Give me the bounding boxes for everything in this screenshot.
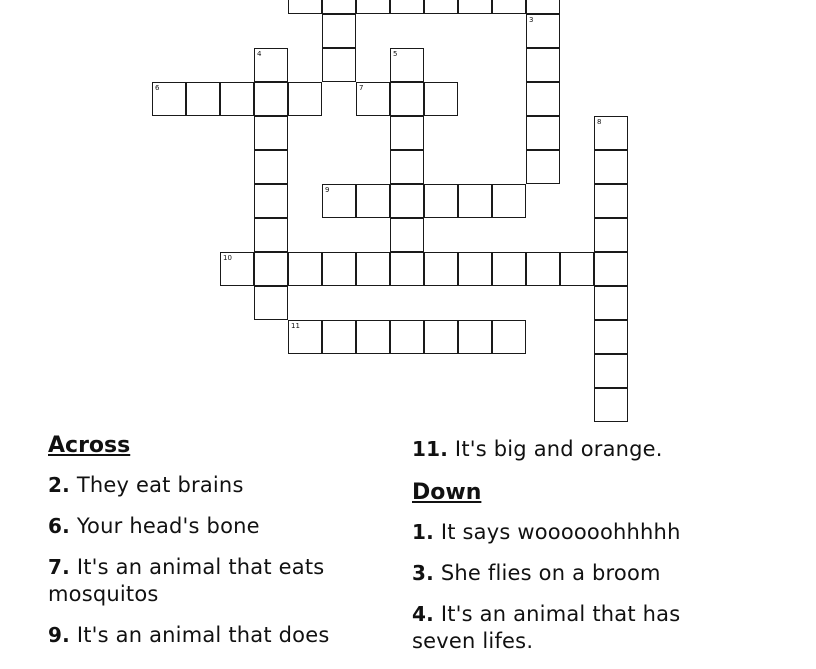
grid-cell[interactable] bbox=[594, 388, 628, 422]
grid-cell[interactable] bbox=[152, 82, 186, 116]
grid-cell[interactable] bbox=[424, 184, 458, 218]
grid-cell[interactable] bbox=[220, 252, 254, 286]
clue-across-7: 7. It's an animal that eats mosquitos bbox=[48, 555, 325, 606]
grid-cell[interactable] bbox=[288, 82, 322, 116]
grid-cell[interactable] bbox=[288, 0, 322, 14]
grid-cell[interactable] bbox=[288, 252, 322, 286]
grid-cell[interactable] bbox=[254, 116, 288, 150]
grid-cell[interactable] bbox=[254, 286, 288, 320]
clue-across-6: 6. Your head's bone bbox=[48, 514, 260, 538]
cell-number: 9 bbox=[325, 186, 330, 194]
across-heading: Across bbox=[48, 433, 131, 458]
grid-cell[interactable] bbox=[424, 82, 458, 116]
cell-number: 11 bbox=[291, 322, 300, 330]
grid-cell[interactable] bbox=[492, 184, 526, 218]
grid-cell[interactable] bbox=[356, 82, 390, 116]
grid-cell[interactable] bbox=[594, 252, 628, 286]
grid-cell[interactable] bbox=[390, 218, 424, 252]
grid-cell[interactable] bbox=[492, 0, 526, 14]
grid-cell[interactable] bbox=[458, 320, 492, 354]
grid-cell[interactable] bbox=[356, 320, 390, 354]
grid-cell[interactable] bbox=[390, 252, 424, 286]
grid-cell[interactable] bbox=[390, 116, 424, 150]
grid-cell[interactable] bbox=[424, 320, 458, 354]
grid-cell[interactable] bbox=[254, 150, 288, 184]
grid-cell[interactable] bbox=[594, 184, 628, 218]
clue-across-11: 11. It's big and orange. bbox=[412, 437, 663, 461]
grid-cell[interactable] bbox=[594, 116, 628, 150]
clues-left-column bbox=[48, 430, 378, 663]
cell-number: 7 bbox=[359, 84, 364, 92]
grid-cell[interactable] bbox=[526, 82, 560, 116]
grid-cell[interactable] bbox=[526, 14, 560, 48]
grid-cell[interactable] bbox=[322, 0, 356, 14]
grid-cell[interactable] bbox=[594, 320, 628, 354]
grid-cell[interactable] bbox=[322, 14, 356, 48]
grid-cell[interactable] bbox=[458, 252, 492, 286]
grid-cell[interactable] bbox=[322, 184, 356, 218]
grid-cell[interactable] bbox=[526, 116, 560, 150]
clue-down-1: 1. It says woooooohhhhh bbox=[412, 520, 681, 544]
grid-cell[interactable] bbox=[458, 184, 492, 218]
grid-cell[interactable] bbox=[526, 48, 560, 82]
clue-across-2: 2. They eat brains bbox=[48, 473, 244, 497]
grid-cell[interactable] bbox=[390, 150, 424, 184]
cell-number: 4 bbox=[257, 50, 262, 58]
cell-number: 8 bbox=[597, 118, 602, 126]
clues-right-column bbox=[412, 430, 742, 669]
grid-cell[interactable] bbox=[526, 0, 560, 14]
grid-cell[interactable] bbox=[458, 0, 492, 14]
grid-cell[interactable] bbox=[356, 252, 390, 286]
clue-across-9: 9. It's an animal that does bbox=[48, 623, 330, 647]
grid-cell[interactable] bbox=[424, 0, 458, 14]
grid-cell[interactable] bbox=[322, 320, 356, 354]
grid-cell[interactable] bbox=[254, 82, 288, 116]
clue-down-3: 3. She flies on a broom bbox=[412, 561, 661, 585]
grid-cell[interactable] bbox=[390, 0, 424, 14]
grid-cell[interactable] bbox=[254, 218, 288, 252]
grid-cell[interactable] bbox=[594, 354, 628, 388]
grid-cell[interactable] bbox=[594, 150, 628, 184]
grid-cell[interactable] bbox=[526, 150, 560, 184]
down-heading: Down bbox=[412, 480, 482, 505]
grid-cell[interactable] bbox=[356, 0, 390, 14]
grid-cell[interactable] bbox=[594, 218, 628, 252]
grid-cell[interactable] bbox=[390, 82, 424, 116]
grid-cell[interactable] bbox=[560, 252, 594, 286]
grid-cell[interactable] bbox=[322, 252, 356, 286]
grid-cell[interactable] bbox=[322, 48, 356, 82]
grid-cell[interactable] bbox=[254, 48, 288, 82]
grid-cell[interactable] bbox=[492, 252, 526, 286]
grid-cell[interactable] bbox=[254, 252, 288, 286]
grid-cell[interactable] bbox=[594, 286, 628, 320]
grid-cell[interactable] bbox=[254, 184, 288, 218]
grid-cell[interactable] bbox=[356, 184, 390, 218]
cell-number: 3 bbox=[529, 16, 534, 24]
cell-number: 10 bbox=[223, 254, 232, 262]
grid-cell[interactable] bbox=[526, 252, 560, 286]
grid-cell[interactable] bbox=[186, 82, 220, 116]
grid-cell[interactable] bbox=[390, 320, 424, 354]
grid-cell[interactable] bbox=[390, 48, 424, 82]
grid-cell[interactable] bbox=[390, 184, 424, 218]
clue-down-4: 4. It's an animal that has seven lifes. bbox=[412, 602, 681, 653]
grid-cell[interactable] bbox=[288, 320, 322, 354]
grid-cell[interactable] bbox=[424, 252, 458, 286]
cell-number: 5 bbox=[393, 50, 398, 58]
grid-cell[interactable] bbox=[492, 320, 526, 354]
grid-cell[interactable] bbox=[220, 82, 254, 116]
cell-number: 6 bbox=[155, 84, 160, 92]
